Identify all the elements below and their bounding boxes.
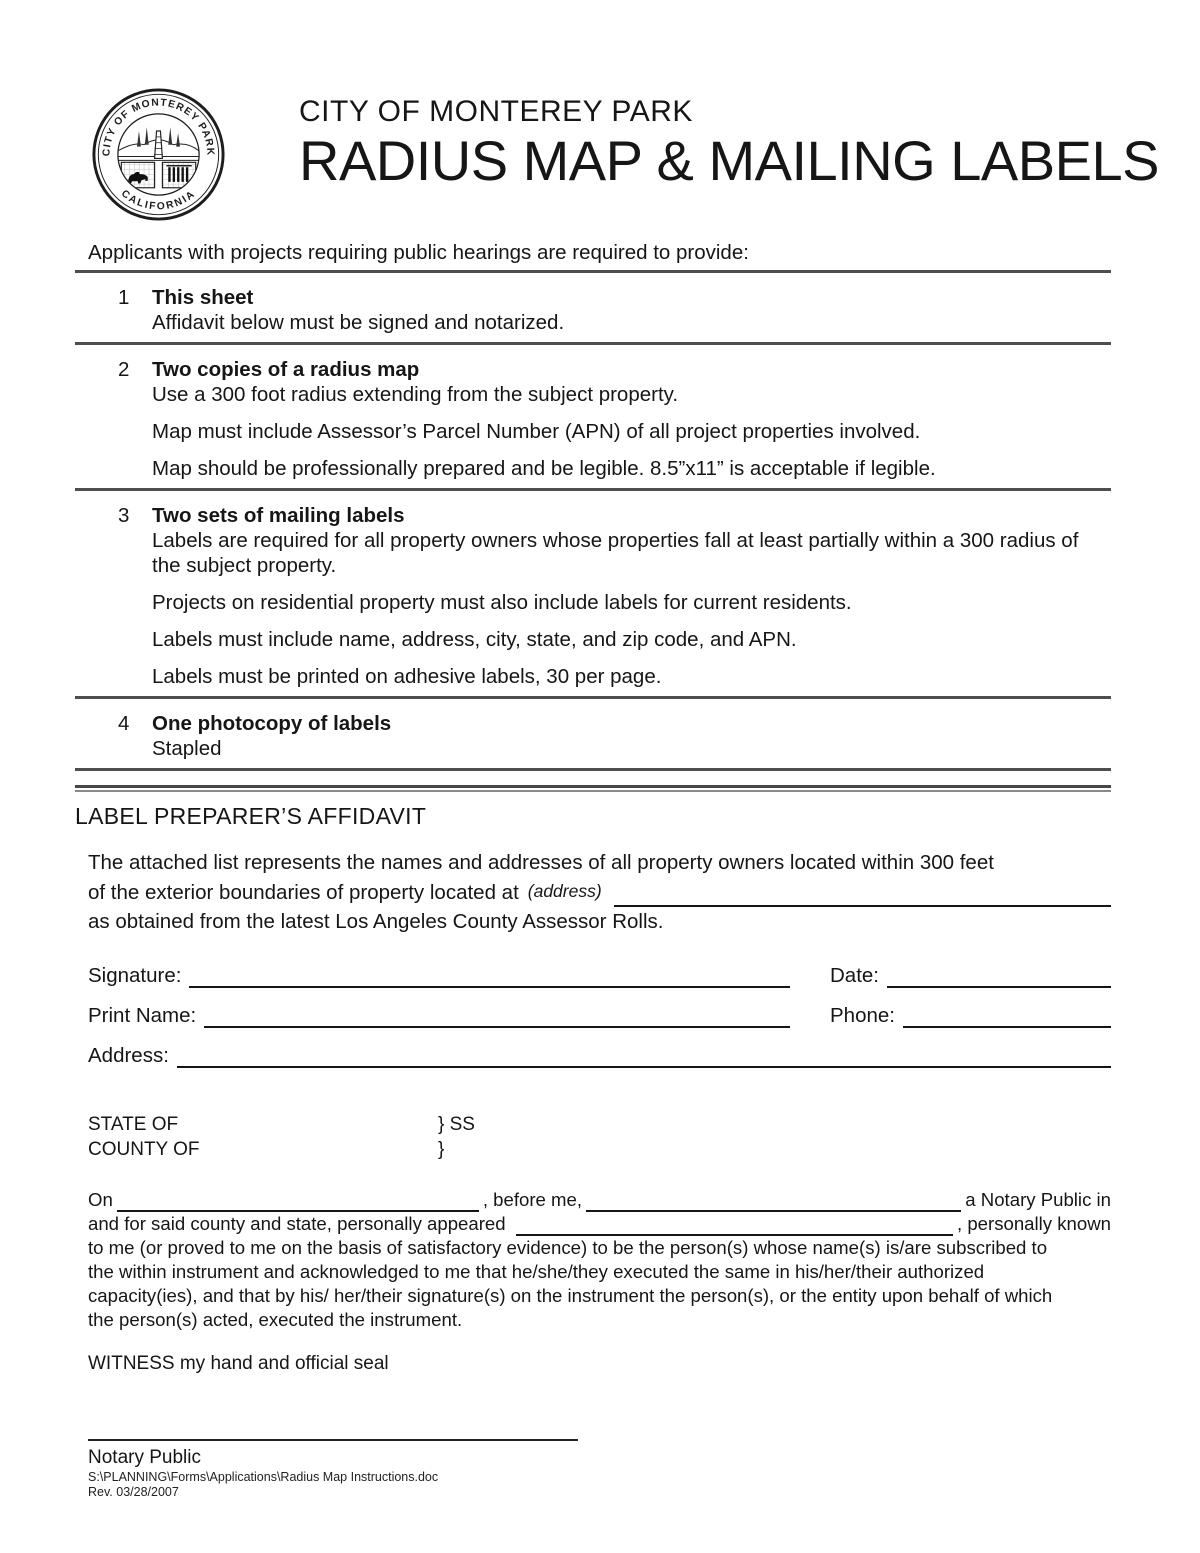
ack-notary-public-in-label: a Notary Public in	[965, 1189, 1111, 1210]
affidavit-line-2-text: of the exterior boundaries of property located at	[88, 881, 519, 904]
requirement-content	[152, 357, 1087, 481]
notary-ack-line: to me (or proved to me on the basis of satisfactory evidence) to be the person(s) whose name(s) is/are subscribed to	[88, 1237, 1048, 1258]
file-path-note: S:\PLANNING\Forms\Applications\Radius Map Instructions.doc	[88, 1470, 439, 1484]
ack-appeared-label: and for said county and state, personally appeared	[88, 1213, 506, 1234]
requirement-paragraph: Projects on residential property must also include labels for current residents.	[152, 591, 852, 614]
requirement-heading: Two copies of a radius map	[152, 358, 420, 381]
notary-ack-line: the within instrument and acknowledged to me that he/she/they executed the same in his/her/their authorized	[88, 1261, 985, 1282]
phone-field-group	[830, 1004, 1111, 1028]
notary-date-line[interactable]	[117, 1192, 479, 1212]
phone-line[interactable]	[903, 1006, 1111, 1028]
seal-bottom-text: CALIFORNIA	[118, 188, 199, 213]
requirement-number: 3	[118, 504, 130, 527]
requirement-paragraph: Labels are required for all property owners whose properties fall at least partially within a 300 radius of the subject property.	[152, 529, 1079, 577]
signature-label: Signature:	[88, 964, 182, 987]
section-divider-double-rule	[75, 785, 1111, 792]
requirement-paragraph: Labels must include name, address, city, state, and zip code, and APN.	[152, 628, 797, 651]
affidavit-line-3: as obtained from the latest Los Angeles County Assessor Rolls.	[88, 910, 664, 933]
requirement-paragraph: Map should be professionally prepared and be legible. 8.5”x11” is acceptable if legible.	[152, 457, 936, 480]
requirement-paragraph: Stapled	[152, 737, 222, 760]
notary-signature-line[interactable]	[88, 1438, 578, 1441]
notary-ack-line: capacity(ies), and that by his/ her/their signature(s) on the instrument the person(s), or the entity upon behalf of which	[88, 1285, 1053, 1306]
requirement-content	[152, 503, 1087, 689]
date-line[interactable]	[887, 966, 1111, 988]
requirement-number: 1	[118, 286, 130, 309]
brace-mark: }	[438, 1139, 445, 1160]
state-of-row	[88, 1112, 1111, 1137]
city-seal-logo	[90, 86, 227, 223]
requirement-heading: This sheet	[152, 286, 254, 309]
requirement-body	[152, 736, 1087, 761]
notary-acknowledgment	[75, 1188, 1111, 1332]
ack-before-me-label: , before me,	[482, 1189, 583, 1210]
requirement-body	[152, 528, 1087, 689]
requirement-item	[75, 711, 1111, 771]
notary-public-label: Notary Public	[88, 1447, 201, 1468]
printname-phone-row	[88, 998, 1111, 1028]
document-footer	[88, 1470, 438, 1500]
address-label: Address:	[88, 1044, 169, 1067]
signature-field-group	[88, 964, 790, 988]
requirement-item	[75, 285, 1111, 345]
requirement-body	[152, 382, 1087, 481]
requirement-content	[152, 711, 1087, 761]
requirement-number: 4	[118, 712, 130, 735]
ack-personally-known-label: , personally known	[957, 1213, 1111, 1234]
requirement-body	[152, 310, 1087, 335]
page-title: RADIUS MAP & MAILING LABELS	[299, 129, 1159, 192]
requirement-item	[75, 357, 1111, 491]
print-name-label: Print Name:	[88, 1004, 197, 1027]
requirement-paragraph: Use a 300 foot radius extending from the subject property.	[152, 383, 679, 406]
date-label: Date:	[830, 964, 879, 987]
affidavit-paragraph	[75, 848, 1111, 936]
notary-ack-row-1	[88, 1188, 1111, 1212]
print-name-line[interactable]	[204, 1006, 790, 1028]
requirement-item	[75, 503, 1111, 699]
seal-top-text: CITY OF MONTEREY PARK	[101, 97, 216, 157]
notary-ack-line: the person(s) acted, executed the instrument.	[88, 1309, 463, 1330]
signature-block	[75, 958, 1111, 1068]
requirement-heading: One photocopy of labels	[152, 712, 392, 735]
phone-label: Phone:	[830, 1004, 895, 1027]
address-line[interactable]	[177, 1046, 1111, 1068]
form-body	[75, 240, 1111, 1470]
revision-note: Rev. 03/28/2007	[88, 1485, 179, 1499]
affidavit-line-2	[88, 877, 1111, 907]
affidavit-line-1: The attached list represents the names and addresses of all property owners located within 300 feet	[88, 851, 994, 874]
date-field-group	[830, 964, 1111, 988]
venue-block	[75, 1112, 1111, 1162]
requirements-list	[75, 285, 1111, 771]
print-name-field-group	[88, 1004, 790, 1028]
org-name: CITY OF MONTEREY PARK	[299, 95, 693, 128]
county-of-label: COUNTY OF	[88, 1139, 200, 1160]
requirement-number: 2	[118, 358, 130, 381]
city-seal-icon	[90, 86, 227, 223]
ss-mark: } SS	[438, 1114, 475, 1135]
address-blank-field[interactable]	[614, 885, 1111, 907]
requirement-paragraph: Affidavit below must be signed and notarized.	[152, 311, 565, 334]
intro-line: Applicants with projects requiring public hearings are required to provide:	[75, 240, 1111, 273]
title-block	[299, 86, 1159, 192]
requirement-paragraph: Labels must be printed on adhesive labels, 30 per page.	[152, 665, 662, 688]
requirement-heading: Two sets of mailing labels	[152, 504, 405, 527]
notary-name-line[interactable]	[586, 1192, 961, 1212]
address-row	[88, 1038, 1111, 1068]
county-of-row	[88, 1137, 1111, 1162]
requirement-content	[152, 285, 1087, 335]
witness-line: WITNESS my hand and official seal	[88, 1353, 389, 1374]
signature-date-row	[88, 958, 1111, 988]
signature-line[interactable]	[189, 966, 790, 988]
appearer-name-line[interactable]	[516, 1216, 953, 1236]
address-hint-label: (address)	[527, 881, 602, 901]
notary-ack-body	[88, 1236, 1111, 1332]
notary-ack-row-2	[88, 1212, 1111, 1236]
affidavit-heading: LABEL PREPARER’S AFFIDAVIT	[75, 803, 427, 829]
document-header	[90, 86, 1159, 223]
state-of-label: STATE OF	[88, 1114, 179, 1135]
requirement-paragraph: Map must include Assessor’s Parcel Number (APN) of all project properties involved.	[152, 420, 921, 443]
ack-on-label: On	[88, 1189, 113, 1210]
